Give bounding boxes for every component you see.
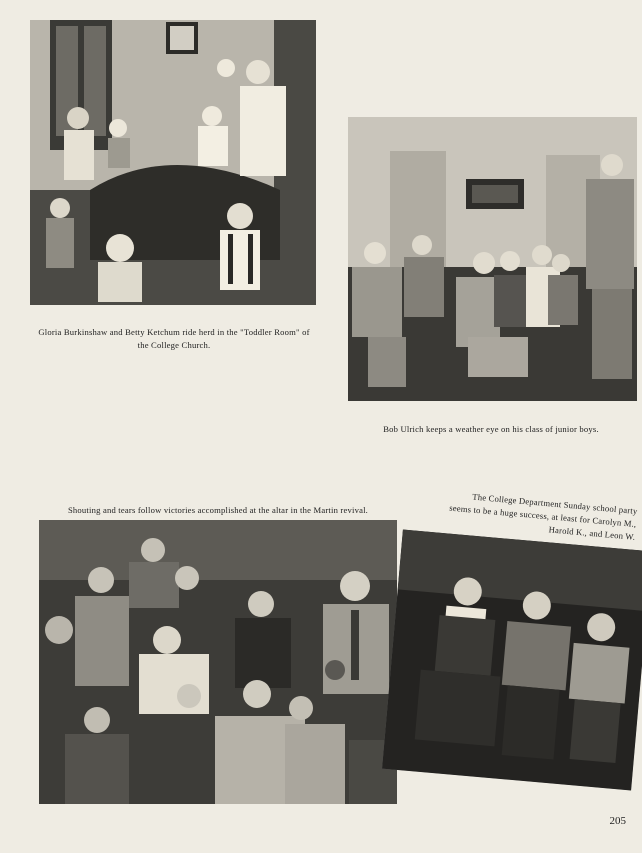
martin-revival-photo [39,520,397,804]
page-number: 205 [609,815,626,827]
toddler-room-photo [30,20,316,305]
martin-revival-caption: Shouting and tears follow victories accomplished at the altar in the Martin revival. [67,504,369,515]
college-party-photo [382,530,642,791]
junior-boys-caption: Bob Ulrich keeps a weather eye on his class of junior boys. [383,423,599,434]
junior-boys-photo [348,117,637,401]
college-party-caption: The College Department Sunday school party seems to be a huge success, at least for Carolyn M., Harold K., and Leon W. [448,491,638,542]
toddler-room-caption: Gloria Burkinshaw and Betty Ketchum ride herd in the "Toddler Room" of the College Church. [38,326,310,350]
